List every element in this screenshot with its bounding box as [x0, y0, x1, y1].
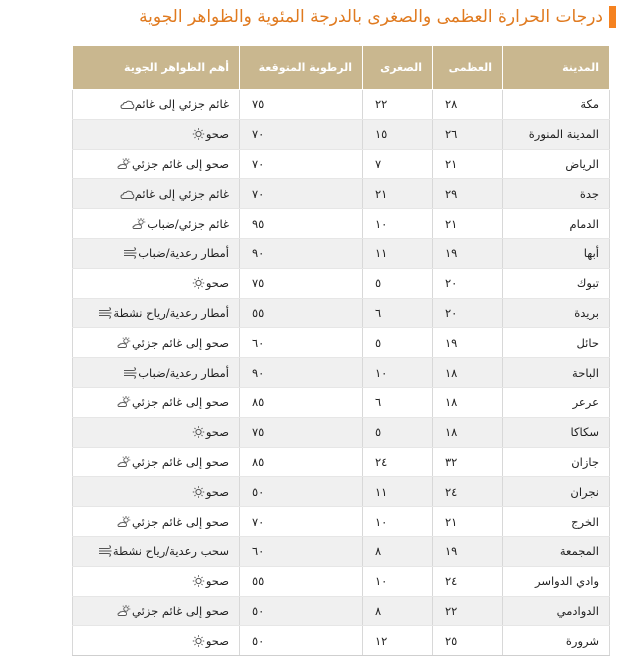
humidity-cell: ٧٥ [240, 268, 363, 298]
min-temp-cell: ١٠ [363, 566, 433, 596]
humidity-cell: ٧٠ [240, 179, 363, 209]
max-temp-cell: ٢٥ [433, 626, 503, 656]
humidity-cell: ٦٠ [240, 536, 363, 566]
table-row [73, 328, 610, 358]
sun-cloud-icon [117, 456, 132, 468]
table-row [73, 387, 610, 417]
phenomenon-text: صحو إلى غائم جزئي [132, 514, 229, 529]
phenomenon-text: سحب رعدية/رياح نشطة [112, 544, 229, 559]
humidity-cell: ٧٠ [240, 149, 363, 179]
wind-icon [123, 247, 138, 259]
phenomenon-text: غائم جزئي إلى غائم [134, 186, 229, 201]
humidity-cell: ٥٠ [240, 477, 363, 507]
phenomenon-text: أمطار رعدية/رياح نشطة [113, 305, 229, 320]
max-temp-cell: ٢١ [433, 209, 503, 239]
table-row [73, 90, 610, 120]
phenomenon-content [113, 604, 229, 618]
sun-cloud-icon [117, 396, 132, 408]
city-cell: وادي الدواسر [503, 566, 610, 596]
phenomenon-text: صحو [205, 425, 229, 440]
phenomenon-text: غائم جزئي إلى غائم [134, 97, 229, 112]
sun-cloud-icon [132, 218, 147, 230]
header-humidity: الرطوبة المتوقعة [240, 46, 363, 90]
sun-cloud-icon [117, 337, 132, 349]
phenomenon-content [187, 574, 229, 588]
phenomenon-text: أمطار رعدية/ضباب [138, 365, 229, 380]
humidity-cell: ٩٠ [240, 238, 363, 268]
phenomenon-cell [73, 447, 240, 477]
table-row [73, 149, 610, 179]
phenomenon-cell [73, 328, 240, 358]
min-temp-cell: ٦ [363, 298, 433, 328]
phenomenon-content [119, 246, 229, 260]
wind-icon [98, 545, 113, 557]
table-header-row [73, 46, 610, 90]
min-temp-cell: ١٠ [363, 209, 433, 239]
table-row [73, 179, 610, 209]
phenomenon-cell [73, 566, 240, 596]
phenomenon-cell [73, 90, 240, 120]
min-temp-cell: ٢١ [363, 179, 433, 209]
phenomenon-content [116, 187, 229, 201]
city-cell: سكاكا [503, 417, 610, 447]
city-cell: مكة [503, 90, 610, 120]
max-temp-cell: ١٨ [433, 387, 503, 417]
min-temp-cell: ٧ [363, 149, 433, 179]
city-cell: بريدة [503, 298, 610, 328]
city-cell: الخرج [503, 507, 610, 537]
humidity-cell: ٥٥ [240, 298, 363, 328]
city-cell: تبوك [503, 268, 610, 298]
city-cell: الدوادمي [503, 596, 610, 626]
phenomenon-cell [73, 149, 240, 179]
humidity-cell: ٥٠ [240, 626, 363, 656]
header-min: الصغرى [363, 46, 433, 90]
min-temp-cell: ٢٢ [363, 90, 433, 120]
min-temp-cell: ١٢ [363, 626, 433, 656]
table-row [73, 238, 610, 268]
table-row [73, 566, 610, 596]
phenomenon-content [94, 544, 229, 558]
phenomenon-cell [73, 119, 240, 149]
phenomenon-cell [73, 298, 240, 328]
max-temp-cell: ١٨ [433, 358, 503, 388]
min-temp-cell: ٥ [363, 417, 433, 447]
phenomenon-cell [73, 477, 240, 507]
city-cell: نجران [503, 477, 610, 507]
sun-cloud-icon [117, 516, 132, 528]
city-cell: أبها [503, 238, 610, 268]
sun-icon [191, 486, 206, 498]
city-cell: المجمعة [503, 536, 610, 566]
phenomenon-cell [73, 179, 240, 209]
phenomenon-cell [73, 507, 240, 537]
city-cell: الدمام [503, 209, 610, 239]
phenomenon-content [113, 157, 229, 171]
phenomenon-cell [73, 417, 240, 447]
phenomenon-content [187, 425, 229, 439]
table-row [73, 358, 610, 388]
humidity-cell: ٥٥ [240, 566, 363, 596]
min-temp-cell: ٢٤ [363, 447, 433, 477]
phenomenon-text: صحو [205, 633, 229, 648]
phenomenon-cell [73, 387, 240, 417]
city-cell: الرياض [503, 149, 610, 179]
humidity-cell: ٩٥ [240, 209, 363, 239]
phenomenon-content [113, 515, 229, 529]
humidity-cell: ٧٠ [240, 119, 363, 149]
min-temp-cell: ١٥ [363, 119, 433, 149]
min-temp-cell: ٨ [363, 596, 433, 626]
max-temp-cell: ١٩ [433, 238, 503, 268]
max-temp-cell: ٢١ [433, 507, 503, 537]
phenomenon-content [94, 306, 229, 320]
max-temp-cell: ٢١ [433, 149, 503, 179]
wind-icon [123, 367, 138, 379]
max-temp-cell: ١٩ [433, 536, 503, 566]
phenomenon-text: صحو [205, 574, 229, 589]
weather-table [72, 45, 610, 656]
phenomenon-content [119, 366, 229, 380]
title-row [139, 4, 616, 30]
min-temp-cell: ٥ [363, 328, 433, 358]
city-cell: جازان [503, 447, 610, 477]
max-temp-cell: ٢٢ [433, 596, 503, 626]
phenomenon-cell [73, 209, 240, 239]
phenomenon-text: صحو [205, 484, 229, 499]
phenomenon-cell [73, 536, 240, 566]
phenomenon-content [116, 97, 229, 111]
table-row [73, 507, 610, 537]
phenomenon-content [113, 455, 229, 469]
phenomenon-content [187, 634, 229, 648]
max-temp-cell: ٢٩ [433, 179, 503, 209]
wind-icon [98, 307, 113, 319]
table-row [73, 119, 610, 149]
sun-icon [191, 128, 206, 140]
min-temp-cell: ٦ [363, 387, 433, 417]
phenomenon-text: أمطار رعدية/ضباب [138, 246, 229, 261]
max-temp-cell: ١٩ [433, 328, 503, 358]
city-cell: حائل [503, 328, 610, 358]
table-row [73, 447, 610, 477]
title-accent-bar [609, 6, 616, 28]
max-temp-cell: ٢٦ [433, 119, 503, 149]
min-temp-cell: ٨ [363, 536, 433, 566]
table-row [73, 268, 610, 298]
sun-icon [191, 635, 206, 647]
sun-cloud-icon [117, 605, 132, 617]
page-title: درجات الحرارة العظمى والصغرى بالدرجة المئوية والظواهر الجوية [139, 7, 603, 27]
max-temp-cell: ٢٠ [433, 298, 503, 328]
humidity-cell: ٧٠ [240, 507, 363, 537]
header-max: العظمى [433, 46, 503, 90]
phenomenon-text: صحو إلى غائم جزئي [132, 156, 229, 171]
city-cell: عرعر [503, 387, 610, 417]
max-temp-cell: ٢٨ [433, 90, 503, 120]
phenomenon-content [113, 395, 229, 409]
humidity-cell: ٨٥ [240, 447, 363, 477]
table-row [73, 209, 610, 239]
min-temp-cell: ١٠ [363, 358, 433, 388]
phenomenon-text: صحو إلى غائم جزئي [132, 454, 229, 469]
phenomenon-cell [73, 268, 240, 298]
max-temp-cell: ٢٠ [433, 268, 503, 298]
phenomenon-cell [73, 596, 240, 626]
table-row [73, 536, 610, 566]
max-temp-cell: ٢٤ [433, 566, 503, 596]
max-temp-cell: ١٨ [433, 417, 503, 447]
humidity-cell: ٩٠ [240, 358, 363, 388]
header-phenomena: أهم الظواهر الجوية [73, 46, 240, 90]
partly-cloudy-icon [120, 98, 135, 110]
phenomenon-content [187, 127, 229, 141]
phenomenon-text: صحو إلى غائم جزئي [132, 335, 229, 350]
humidity-cell: ٧٥ [240, 90, 363, 120]
phenomenon-content [187, 485, 229, 499]
phenomenon-text: صحو [205, 127, 229, 142]
sun-icon [191, 426, 206, 438]
city-cell: شرورة [503, 626, 610, 656]
humidity-cell: ٨٥ [240, 387, 363, 417]
humidity-cell: ٧٥ [240, 417, 363, 447]
min-temp-cell: ١١ [363, 238, 433, 268]
table-body [73, 90, 610, 656]
phenomenon-content [128, 217, 229, 231]
phenomenon-content [187, 276, 229, 290]
sun-cloud-icon [117, 158, 132, 170]
city-cell: المدينة المنورة [503, 119, 610, 149]
min-temp-cell: ١٠ [363, 507, 433, 537]
max-temp-cell: ٣٢ [433, 447, 503, 477]
phenomenon-text: صحو [205, 276, 229, 291]
humidity-cell: ٥٠ [240, 596, 363, 626]
header-city: المدينة [503, 46, 610, 90]
table-row [73, 477, 610, 507]
phenomenon-cell [73, 626, 240, 656]
max-temp-cell: ٢٤ [433, 477, 503, 507]
table-row [73, 596, 610, 626]
phenomenon-text: صحو إلى غائم جزئي [132, 603, 229, 618]
phenomenon-text: صحو إلى غائم جزئي [132, 395, 229, 410]
humidity-cell: ٦٠ [240, 328, 363, 358]
phenomenon-content [113, 336, 229, 350]
table-row [73, 417, 610, 447]
min-temp-cell: ١١ [363, 477, 433, 507]
min-temp-cell: ٥ [363, 268, 433, 298]
phenomenon-cell [73, 358, 240, 388]
table-row [73, 298, 610, 328]
city-cell: جدة [503, 179, 610, 209]
phenomenon-cell [73, 238, 240, 268]
table-row [73, 626, 610, 656]
phenomenon-text: غائم جزئي/ضباب [147, 216, 229, 231]
partly-cloudy-icon [120, 188, 135, 200]
city-cell: الباحة [503, 358, 610, 388]
sun-icon [191, 277, 206, 289]
sun-icon [191, 575, 206, 587]
